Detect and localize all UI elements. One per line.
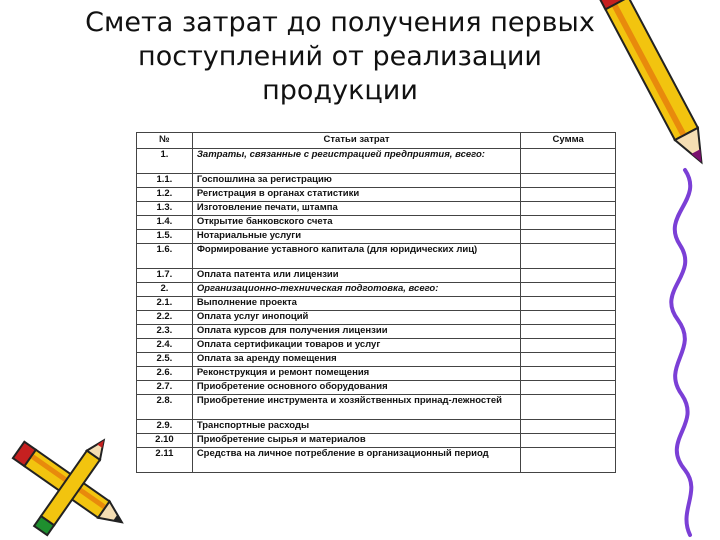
row-item: Оплата сертификации товаров и услуг [192,339,521,353]
row-num: 1.4. [137,216,193,230]
row-item: Транспортные расходы [192,420,521,434]
table-row [137,448,616,473]
row-num: 2.2. [137,311,193,325]
table-row [137,149,616,174]
row-item: Регистрация в органах статистики [192,188,521,202]
table-row [137,174,616,188]
row-item: Затраты, связанные с регистрацией предприятия, всего: [192,149,521,174]
table-header-row [137,133,616,149]
table-row [137,311,616,325]
row-num: 2.11 [137,448,193,473]
row-num: 1.7. [137,269,193,283]
table-row [137,353,616,367]
row-num: 2.1. [137,297,193,311]
row-item: Нотариальные услуги [192,230,521,244]
row-amount [521,339,616,353]
row-num: 1.3. [137,202,193,216]
row-num: 2.5. [137,353,193,367]
table-row [137,420,616,434]
table-row [137,244,616,269]
table-row [137,202,616,216]
row-num: 2.7. [137,381,193,395]
row-amount [521,269,616,283]
row-amount [521,216,616,230]
row-amount [521,395,616,420]
row-item: Формирование уставного капитала (для юридических лиц) [192,244,521,269]
row-item: Оплата за аренду помещения [192,353,521,367]
row-num: 1. [137,149,193,174]
row-num: 1.6. [137,244,193,269]
title-line-2: поступлений от реализации [138,41,542,72]
table-row [137,216,616,230]
row-item: Оплата патента или лицензии [192,269,521,283]
row-item: Организационно-техническая подготовка, всего: [192,283,521,297]
cost-estimate-table [136,132,616,473]
row-amount [521,353,616,367]
table-row [137,395,616,420]
row-item: Средства на личное потребление в организационный период [192,448,521,473]
row-item: Госпошлина за регистрацию [192,174,521,188]
row-amount [521,149,616,174]
row-amount [521,448,616,473]
row-num: 2.6. [137,367,193,381]
table-row [137,434,616,448]
title-line-1: Смета затрат до получения первых [85,7,595,38]
table-row [137,367,616,381]
row-amount [521,420,616,434]
row-num: 1.5. [137,230,193,244]
row-item: Открытие банковского счета [192,216,521,230]
table-row [137,381,616,395]
row-amount [521,325,616,339]
row-item: Выполнение проекта [192,297,521,311]
row-amount [521,367,616,381]
row-amount [521,434,616,448]
row-amount [521,283,616,297]
row-num: 1.1. [137,174,193,188]
row-num: 1.2. [137,188,193,202]
column-header-item: Статьи затрат [192,133,521,149]
row-amount [521,381,616,395]
row-amount [521,297,616,311]
row-item: Реконструкция и ремонт помещения [192,367,521,381]
row-num: 2.4. [137,339,193,353]
row-amount [521,244,616,269]
row-item: Приобретение инструмента и хозяйственных принад-лежностей [192,395,521,420]
row-amount [521,230,616,244]
row-item: Приобретение сырья и материалов [192,434,521,448]
table-row [137,297,616,311]
row-amount [521,202,616,216]
table-row [137,283,616,297]
table-row [137,269,616,283]
column-header-num: № [137,133,193,149]
row-item: Оплата курсов для получения лицензии [192,325,521,339]
table-row [137,230,616,244]
row-item: Приобретение основного оборудования [192,381,521,395]
row-num: 2.10 [137,434,193,448]
row-num: 2. [137,283,193,297]
column-header-amount: Сумма [521,133,616,149]
row-item: Оплата услуг инопоций [192,311,521,325]
table-row [137,188,616,202]
row-num: 2.3. [137,325,193,339]
row-amount [521,311,616,325]
row-num: 2.8. [137,395,193,420]
row-num: 2.9. [137,420,193,434]
table-row [137,325,616,339]
pencils-icon [0,430,140,540]
table-row [137,339,616,353]
row-amount [521,174,616,188]
row-item: Изготовление печати, штампа [192,202,521,216]
page-title [60,6,620,108]
title-line-3: продукции [262,75,418,106]
row-amount [521,188,616,202]
